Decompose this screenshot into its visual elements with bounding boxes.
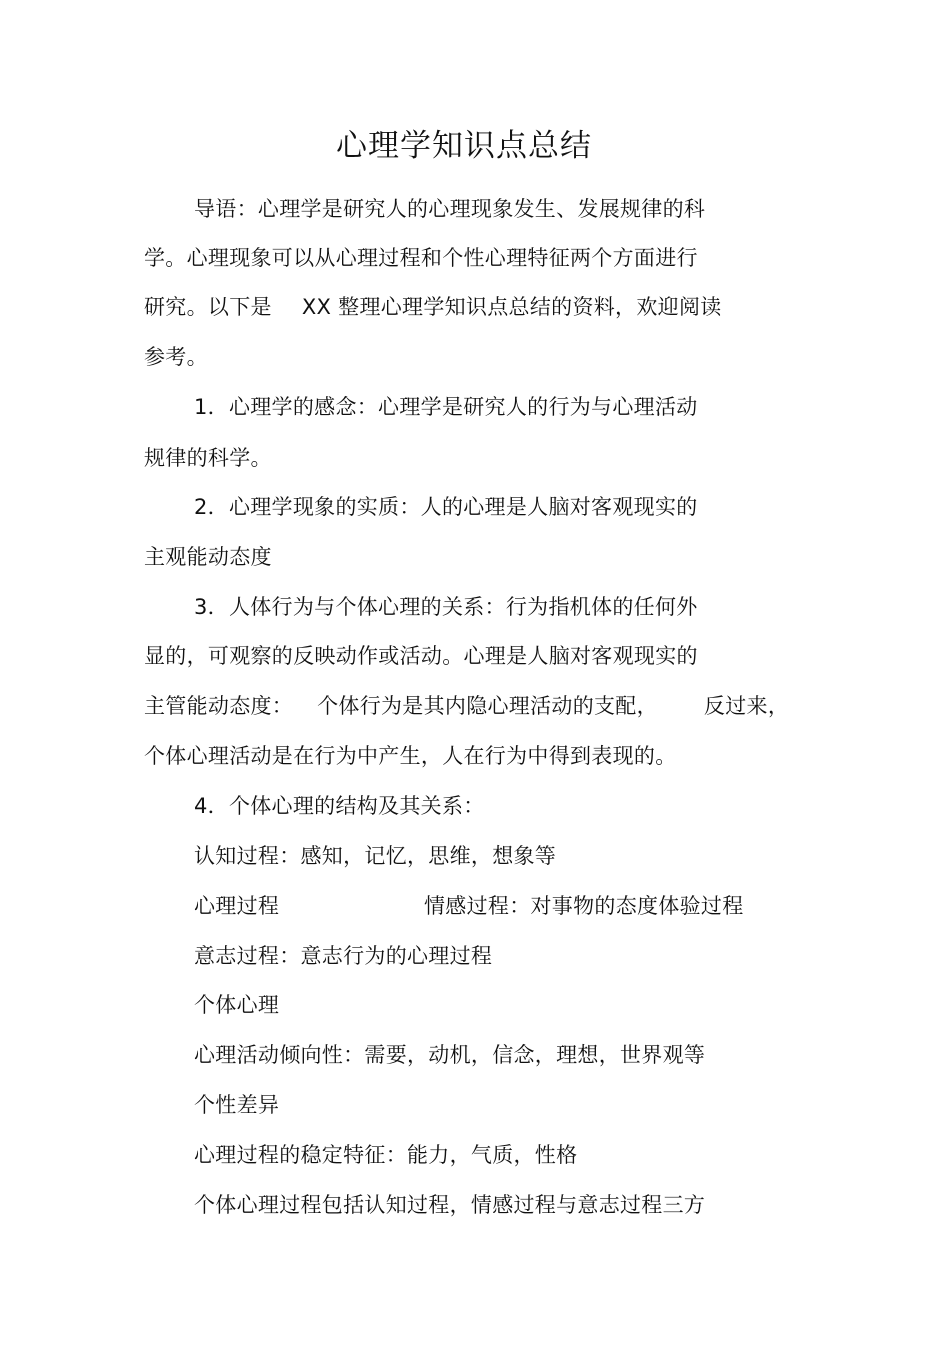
- intro-line-2: 学。心理现象可以从心理过程和个性心理特征两个方面进行: [144, 246, 698, 270]
- item-1-line-1: 1．心理学的感念：心理学是研究人的行为与心理活动: [194, 395, 698, 419]
- item-3-line-2: 显的，可观察的反映动作或活动。心理是人脑对客观现实的: [144, 644, 698, 668]
- item-4-difference: 个性差异: [194, 1093, 280, 1117]
- item-3-line-3: [144, 691, 789, 721]
- item-4-last: 个体心理过程包括认知过程，情感过程与意志过程三方: [194, 1193, 706, 1217]
- intro-line-3-part-1: 研究。以下是: [144, 295, 272, 319]
- intro-line-1: 导语：心理学是研究人的心理现象发生、发展规律的科: [194, 197, 706, 221]
- item-2-line-2: 主观能动态度: [144, 545, 272, 569]
- item-4-stable: 心理过程的稳定特征：能力，气质，性格: [194, 1143, 578, 1167]
- intro-line-4: 参考。: [144, 345, 208, 369]
- intro-line-3: [144, 292, 722, 322]
- item-3-line-3-part-3: 反过来，: [703, 694, 790, 718]
- item-3-line-3-part-2: 个体行为是其内隐心理活动的支配，: [317, 694, 658, 718]
- document-title: 心理学知识点总结: [336, 128, 592, 164]
- item-4-will: 意志过程：意志行为的心理过程: [194, 944, 493, 968]
- item-4-tendency: 心理活动倾向性：需要，动机，信念，理想，世界观等: [194, 1043, 706, 1067]
- item-4-cognition: 认知过程：感知，记忆，思维，想象等: [194, 844, 557, 868]
- intro-line-3-part-2: XX 整理心理学知识点总结的资料，欢迎阅读: [301, 295, 722, 319]
- item-2-line-1: 2．心理学现象的实质：人的心理是人脑对客观现实的: [194, 495, 698, 519]
- item-3-line-4: 个体心理活动是在行为中产生，人在行为中得到表现的。: [144, 744, 677, 768]
- item-4-heading: 4．个体心理的结构及其关系：: [194, 794, 485, 818]
- item-3-line-3-part-1: 主管能动态度：: [144, 694, 294, 718]
- item-4-emotion: 情感过程：对事物的态度体验过程: [424, 894, 744, 918]
- item-4-process-label: 心理过程: [194, 894, 280, 918]
- item-4-individual: 个体心理: [194, 993, 280, 1017]
- item-3-line-1: 3．人体行为与个体心理的关系：行为指机体的任何外: [194, 595, 698, 619]
- item-1-line-2: 规律的科学。: [144, 446, 272, 470]
